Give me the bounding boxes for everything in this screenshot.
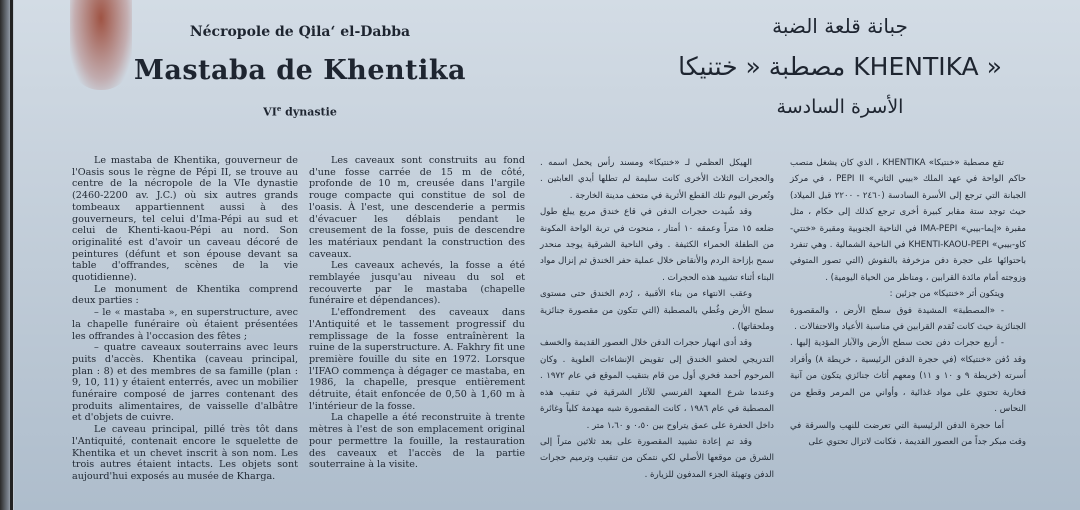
paragraph: La chapelle a été reconstruite à trente mètres à l'est de son emplacement original pour permettre la fouille, la restauration des caveaux et l'accès de la partie souterraine à la visite. xyxy=(309,412,525,471)
necropole-title-fr: Nécropole de Qila‘ el-Dabba xyxy=(189,24,411,40)
paragraph: ويتكون أثر «خنتيكا» من جزئين : xyxy=(889,289,1004,300)
paragraph: – le « mastaba », en superstructure, avec la chapelle funéraire où étaient présentées les offrandes à l'occasion des fêtes ; xyxy=(72,307,298,342)
paragraph: – quatre caveaux souterrains avec leurs puits d'accès. Khentika (caveau principal, plan : 8) et des membres de sa famille (plan : 9, 10, 11) y étaient enterrés, avec un mobilier funéraire composé de jarres contenant des produits alimentaires, de vaisselle d'albâtre et d'objets de cuivre. xyxy=(72,342,298,424)
paragraph: تقع مصطبة «خنتيكا» KHENTIKA ، الذي كان يشغل منصب حاكم الواحة في عهد الملك «بيبي الثاني» PEPI II ، في مركز الجبانة التي ترجع إلى الأسرة السادسة (٢٤٦٠ - ٢٢٠٠ قبل الميلاد) حيث توجد ستة مقابر كبيرة أخرى ترجع كذلك إلى حكام ، مثل مقبرة «إيما-بيبي» IMA-PEPI في الناحية الجنوبية ومقبرة «خنتي-كاو-بيبي» KHENTI-KAOU-PEPI في الناحية الشمالية . وهي تنفرد باحتوائها على حجرة دفن مزخرفة بالنقوش (التي تصور المتوفي وزوجته أمام مائدة القرابين ، ومناظر من الحياة اليومية) . xyxy=(790,158,1026,283)
french-column-2 xyxy=(309,155,525,471)
panel-frame-line xyxy=(10,0,13,510)
arabic-column-right xyxy=(790,155,1026,450)
mastaba-title-ar: مصطبة « ختنيكا KHENTIKA » xyxy=(678,52,1002,81)
paragraph: وقد تم إعادة تشييد المقصورة على بعد ثلاثين متراً إلى الشرق من موقعها الأصلي لكي نتمكن من تنقيب وترميم حجرات الدفن وتهيئة الجزء المدفون للزيارة . xyxy=(540,436,774,480)
arabic-column-left xyxy=(540,155,774,483)
paragraph: أما حجرة الدفن الرئيسية التي تعرضت للنهب والسرقة في وقت مبكر جداً من العصور القديمة ، فكانت لاتزال تحتوي على xyxy=(790,420,1026,447)
paragraph: Les caveaux achevés, la fosse a été remblayée jusqu'au niveau du sol et recouverte par le mastaba (chapelle funéraire et dépendances). xyxy=(309,260,525,307)
paragraph: Les caveaux sont construits au fond d'une fosse carrée de 15 m de côté, profonde de 10 m, creusée dans l'argile rouge compacte qui constitue de sol de l'oasis. À l'est, une descenderie a permis d'évacuer les déblais pendant le creusement de la fosse, puis de descendre les matériaux pendant la construction des caveaux. xyxy=(309,155,525,260)
dynasty-label-ar: الأسرة السادسة xyxy=(776,96,904,118)
dynasty-label-fr: VIe dynastie xyxy=(263,104,337,119)
paragraph: وعقب الانتهاء من بناء الأقبية ، رُدم الخندق حتى مستوى سطح الأرض وغُطي بالمصطبة (التي تتكون من مقصورة جنائزية وملحقاتها) . xyxy=(540,289,774,333)
mastaba-title-fr: Mastaba de Khentika xyxy=(133,55,467,86)
necropole-title-ar: جبانة قلعة الضبة xyxy=(772,14,908,38)
paragraph: الهيكل العظمي لـ «خنتيكا» ومسند رأس يحمل اسمه . والحجرات الثلاث الأخرى كانت سليمة لم تطلها أيدي العابثين . وتُعرض اليوم تلك القطع الأثرية في متحف مدينة الخارجة . xyxy=(540,158,774,201)
paragraph: L'effondrement des caveaux dans l'Antiquité et le tassement progressif du remplissage de la fosse entraînèrent la ruine de la superstructure. A. Fakhry fit une première fouille du site en 1972. Lorsque l'IFAO commença à dégager ce mastaba, en 1986, la chapelle, presque entièrement détruite, était enfoncée de 0,50 à 1,60 m à l'intérieur de la fosse. xyxy=(309,307,525,412)
paragraph: Le monument de Khentika comprend deux parties : xyxy=(72,283,298,307)
paragraph: Le mastaba de Khentika, gouverneur de l'Oasis sous le règne de Pépi II, se trouve au centre de la nécropole de la VIe dynastie (2460-2200 av. J.C.) où six autres grands tombeaux appartiennent aussi à des gouverneurs, tel celui d'Ima-Pépi au sud et celui de Khenti-kaou-Pépi au nord. Son originalité est d'avoir un caveau décoré de peintures (défunt et son épouse devant sa table d'offrandes, scènes de la vie quotidienne). xyxy=(72,155,298,284)
paragraph: Le caveau principal, pillé très tôt dans l'Antiquité, contenait encore le squelette de Khentika et un chevet inscrit à son nom. Les trois autres étaient intacts. Les objets sont aujourd'hui exposés au musée de Kharga. xyxy=(72,424,298,482)
french-column-1 xyxy=(72,155,298,483)
paragraph: وقد أدى انهيار حجرات الدفن خلال العصور القديمة والخسف التدريجي لحشو الخندق إلى تقويض الإنشاءات العلوية . وكان المرحوم أحمد فخري أول من قام بتنقيب الموقع في عام ١٩٧٢ . وعندما شرع المعهد الفرنسي للآثار الشرقية في تنقيب هذه المصطبة في عام ١٩٨٦ ، كانت المقصورة شبه مهدمة كلياً وغائرة داخل الحفرة على عمق يتراوح بين ٠،٥٠ و ١،٦٠ متر . xyxy=(540,338,774,431)
paragraph: - «المصطبة» المشيدة فوق سطح الأرض ، والمقصورة الجنائزية حيث كانت تُقدم القرابين في مناسبة الأعياد والاحتفالات . xyxy=(790,305,1026,333)
paragraph: وقد شُيدت حجرات الدفن في قاع خندق مربع يبلغ طول ضلعه ١٥ متراً وعمقه ١٠ أمتار ، منحوت في تربة الواحة المكونة من الطفلة الحمراء الكثيفة . وفي الناحية الشرقية يوجد منحدر سمح بإزاحة الردم والأنقاض خلال عملية حفر الخندق ثم إنزال مواد البناء أثناء تشييد هذه الحجرات . xyxy=(540,207,774,283)
paragraph: - أربع حجرات دفن تحت سطح الأرض والآبار المؤدية إليها . وقد دُفن «خنتيكا» (في حجرة الدفن الرئيسية ، خريطة ٨) وأفراد أسرته (خريطة ٩ و ١٠ و ١١) ومعهم أثاث جنائزي يتكون من آنية فخارية تحتوي على مواد غذائية ، وأواني من المرمر وقطع من النحاس . xyxy=(790,338,1026,415)
